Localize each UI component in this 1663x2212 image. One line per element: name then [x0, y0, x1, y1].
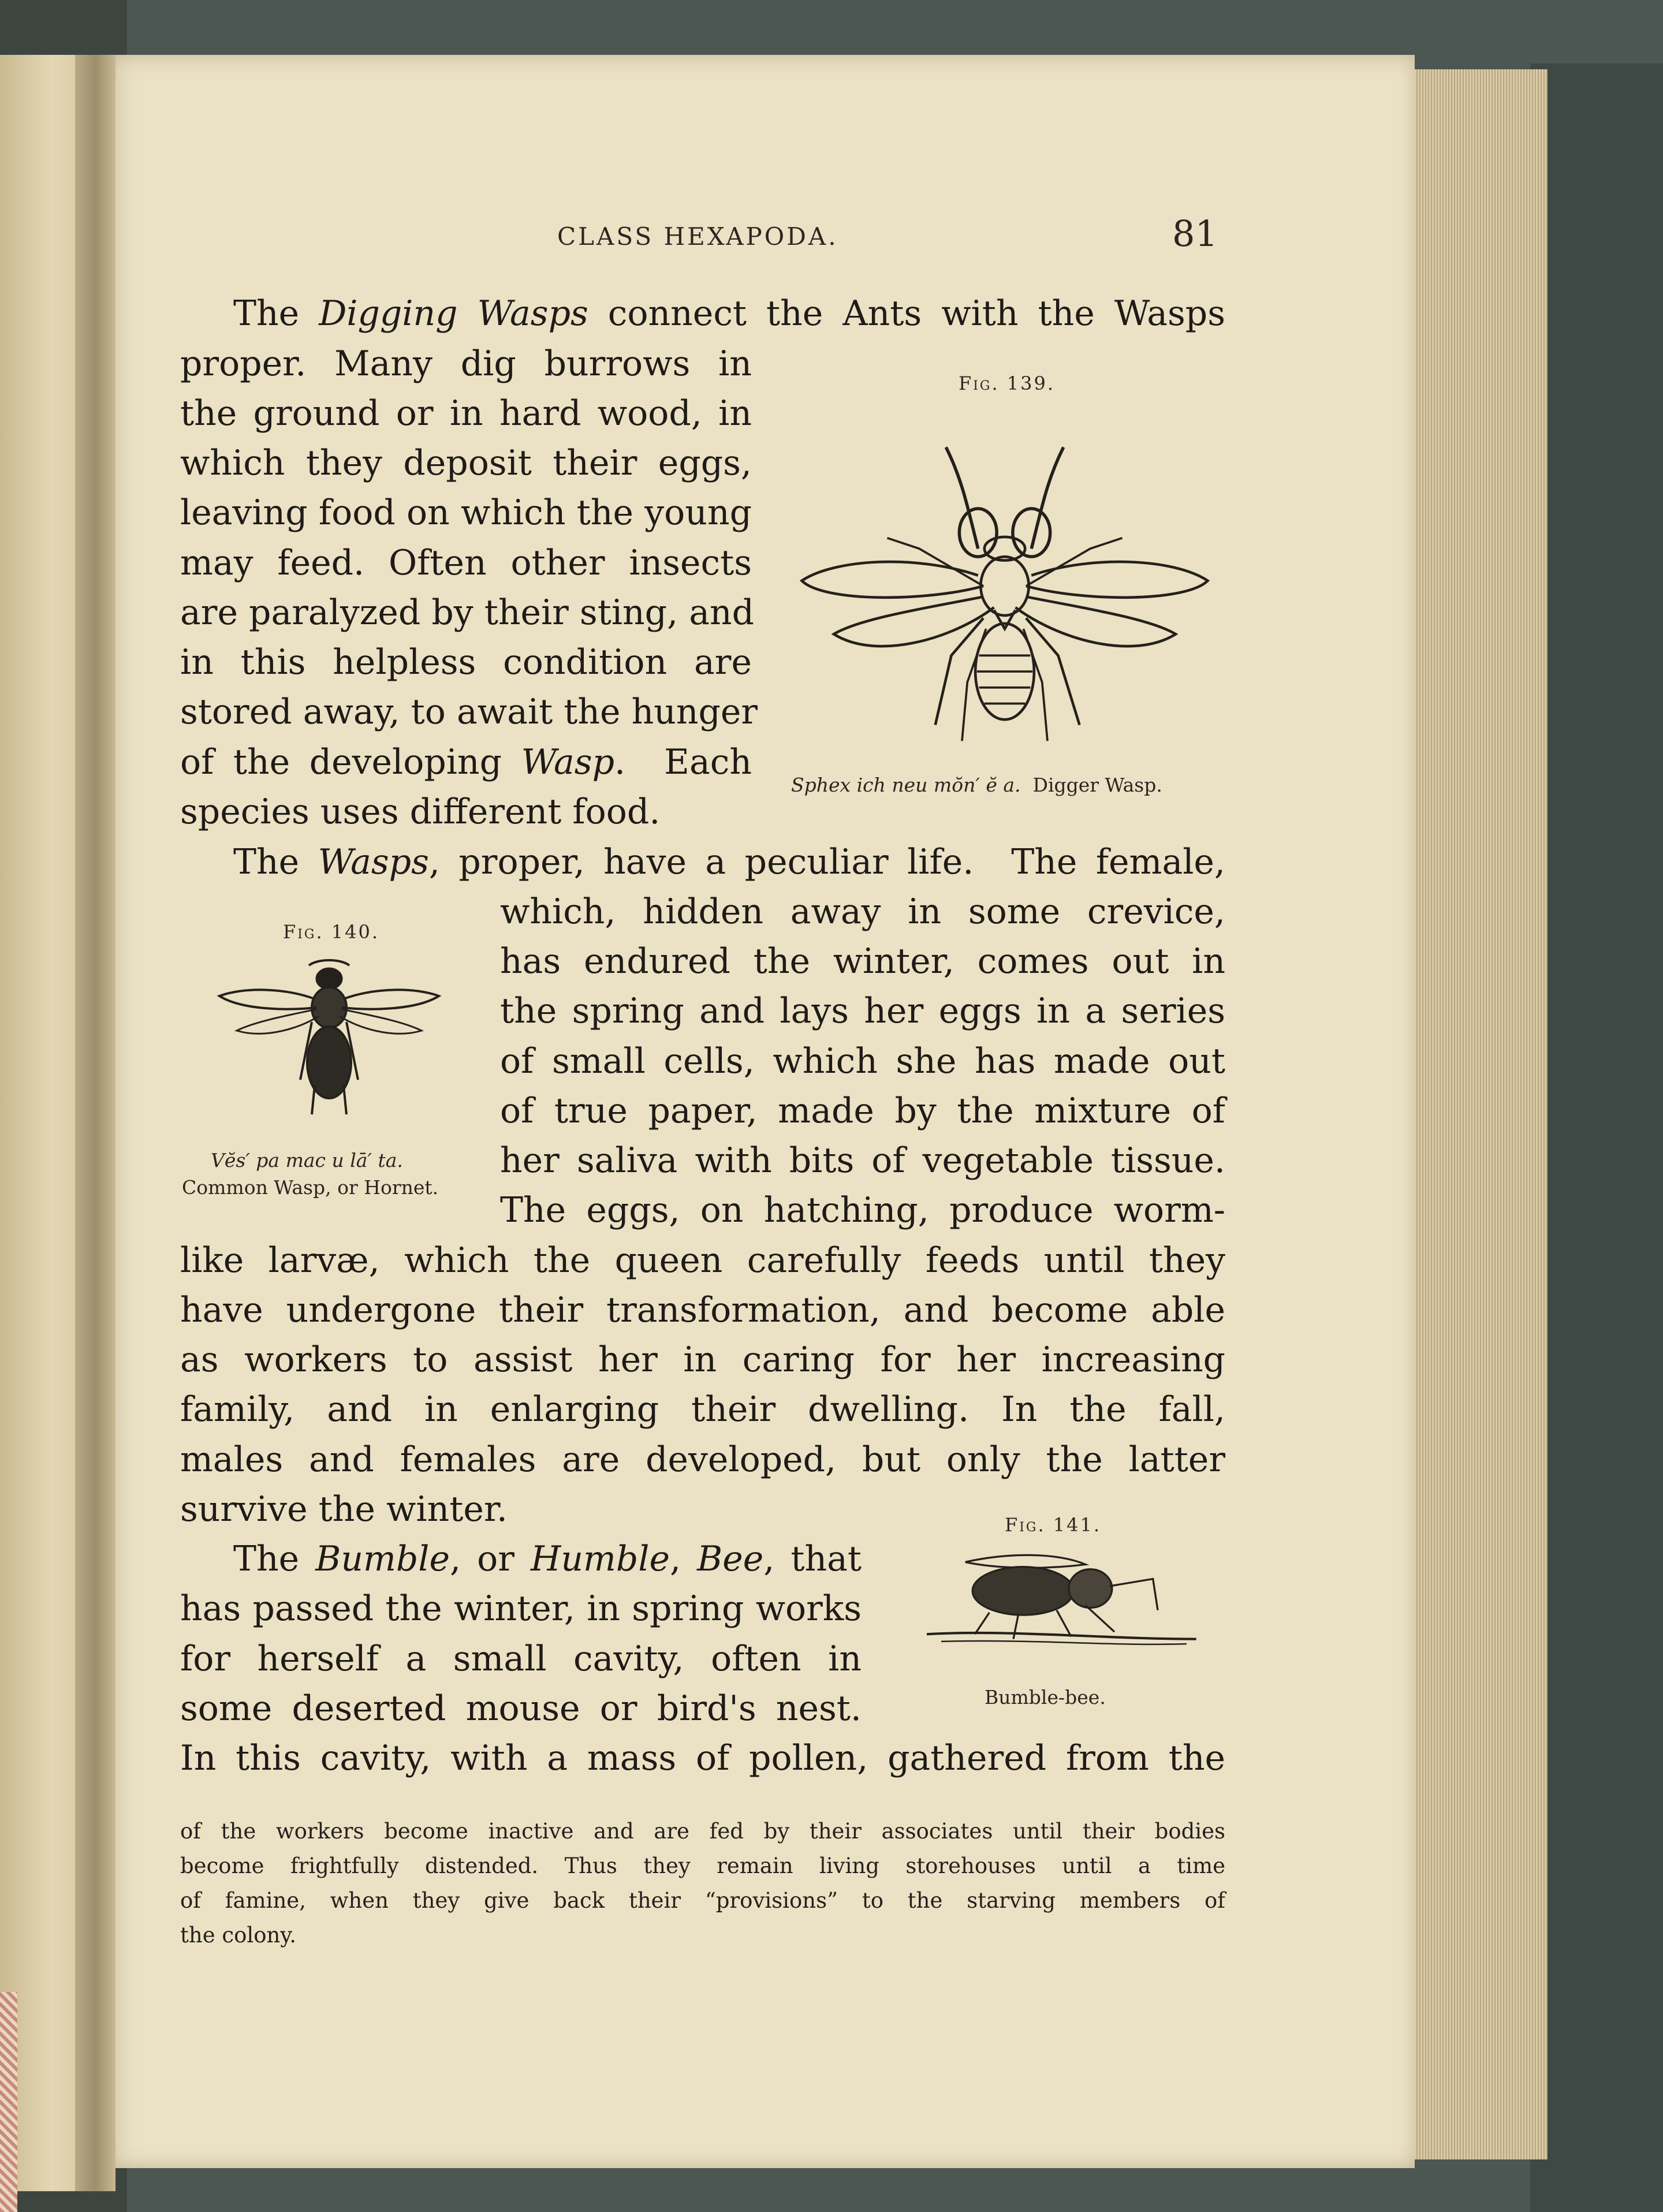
- paragraph2-line-9: like larvæ, which the queen carefully feeds until they: [180, 1240, 1225, 1281]
- fig139-scientific-name: Sphex ich neu mŏn′ ĕ a.: [791, 774, 1021, 796]
- paragraph2-line-12: family, and in enlarging their dwelling. In the fall,: [180, 1389, 1225, 1430]
- paragraph1-line-7: are paralyzed by their sting, and: [180, 592, 755, 633]
- fig140-scientific-name: Vĕs′ pa mac u lā′ ta.: [211, 1149, 403, 1172]
- footnote-line-4: the colony.: [180, 1923, 297, 1948]
- paragraph3-line-1: The Bumble, or Humble, Bee, that: [233, 1539, 862, 1579]
- footnote-line-2: become frightfully distended. Thus they remain living storehouses until a time: [180, 1853, 1225, 1878]
- paragraph1-line-3: the ground or in hard wood, in: [180, 393, 752, 434]
- wasp-italic: Wasp: [521, 742, 614, 782]
- paragraph2-line-3: has endured the winter, comes out in: [500, 941, 1225, 982]
- fig139-label: Fig. 139.: [959, 372, 1056, 394]
- paragraph3-line-3: for herself a small cavity, often in: [180, 1639, 862, 1679]
- page-gutter: [75, 55, 115, 2191]
- footnote-line-3: of famine, when they give back their “provisions” to the starving members of: [180, 1888, 1225, 1913]
- paragraph1-line-5: leaving food on which the young: [180, 493, 752, 533]
- paragraph1-line-11: species uses different food.: [180, 792, 661, 832]
- paragraph1-line-1: The Digging Wasps connect the Ants with the Wasps: [233, 293, 1226, 334]
- paragraph1-line-10: of the developing Wasp. Each: [180, 742, 752, 782]
- paragraph1-line-4: which they deposit their eggs,: [180, 443, 752, 483]
- bumble-bee-illustration: [883, 1543, 1230, 1658]
- paragraph2-line-1: The Wasps, proper, have a peculiar life. The female,: [233, 842, 1225, 882]
- page-number: 81: [1172, 212, 1218, 255]
- paragraph2-line-10: have undergone their transformation, and become able: [180, 1290, 1225, 1330]
- book-cover-right: [1530, 64, 1663, 2212]
- running-title: CLASS HEXAPODA.: [557, 222, 838, 251]
- paragraph2-line-2: which, hidden away in some crevice,: [500, 891, 1225, 932]
- paragraph2-line-6: of true paper, made by the mixture of: [500, 1091, 1225, 1131]
- fig140-label: Fig. 140.: [283, 921, 380, 943]
- fig141-caption: Bumble-bee.: [985, 1686, 1106, 1709]
- paragraph3-line-4: some deserted mouse or bird's nest.: [180, 1688, 862, 1729]
- paragraph2-line-13: males and females are developed, but only the latter: [180, 1439, 1225, 1480]
- bee-italic: Bee: [697, 1539, 764, 1579]
- paragraph3-line-5: In this cavity, with a mass of pollen, gathered from the: [180, 1738, 1225, 1778]
- paragraph1-line-8: in this helpless condition are: [180, 642, 752, 682]
- paragraph2-line-7: her saliva with bits of vegetable tissue.: [500, 1140, 1225, 1181]
- hornet-illustration: [214, 953, 445, 1126]
- paragraph3-line-2: has passed the winter, in spring works: [180, 1588, 862, 1629]
- fig140-common-name: Common Wasp, or Hornet.: [182, 1176, 439, 1199]
- wasps-italic: Wasps: [318, 842, 429, 882]
- digger-wasp-illustration: [791, 404, 1218, 768]
- marbled-edge: [0, 1992, 17, 2212]
- paragraph2-line-8: The eggs, on hatching, produce worm-: [500, 1190, 1225, 1230]
- paragraph1-line-9: stored away, to await the hunger: [180, 692, 758, 732]
- bumble-italic: Bumble: [315, 1539, 450, 1579]
- fig141-label: Fig. 141.: [1005, 1514, 1102, 1536]
- paragraph2-line-4: the spring and lays her eggs in a series: [500, 991, 1225, 1031]
- page-stack-edges: [1403, 69, 1548, 2159]
- paragraph1-line-6: may feed. Often other insects: [180, 543, 752, 583]
- left-page-edge: [0, 55, 87, 2191]
- fig139-common-name: Digger Wasp.: [1032, 774, 1162, 796]
- paragraph2-line-11: as workers to assist her in caring for her increasing: [180, 1340, 1225, 1380]
- paragraph1-line-2: proper. Many dig burrows in: [180, 344, 752, 384]
- digging-wasps-italic: Digging Wasps: [319, 293, 588, 334]
- paragraph2-line-5: of small cells, which she has made out: [500, 1041, 1225, 1081]
- fig139-caption: [791, 774, 1162, 796]
- humble-italic: Humble: [531, 1539, 670, 1579]
- footnote-line-1: of the workers become inactive and are fed by their associates until their bodies: [180, 1819, 1225, 1844]
- paragraph2-line-14: survive the winter.: [180, 1489, 508, 1530]
